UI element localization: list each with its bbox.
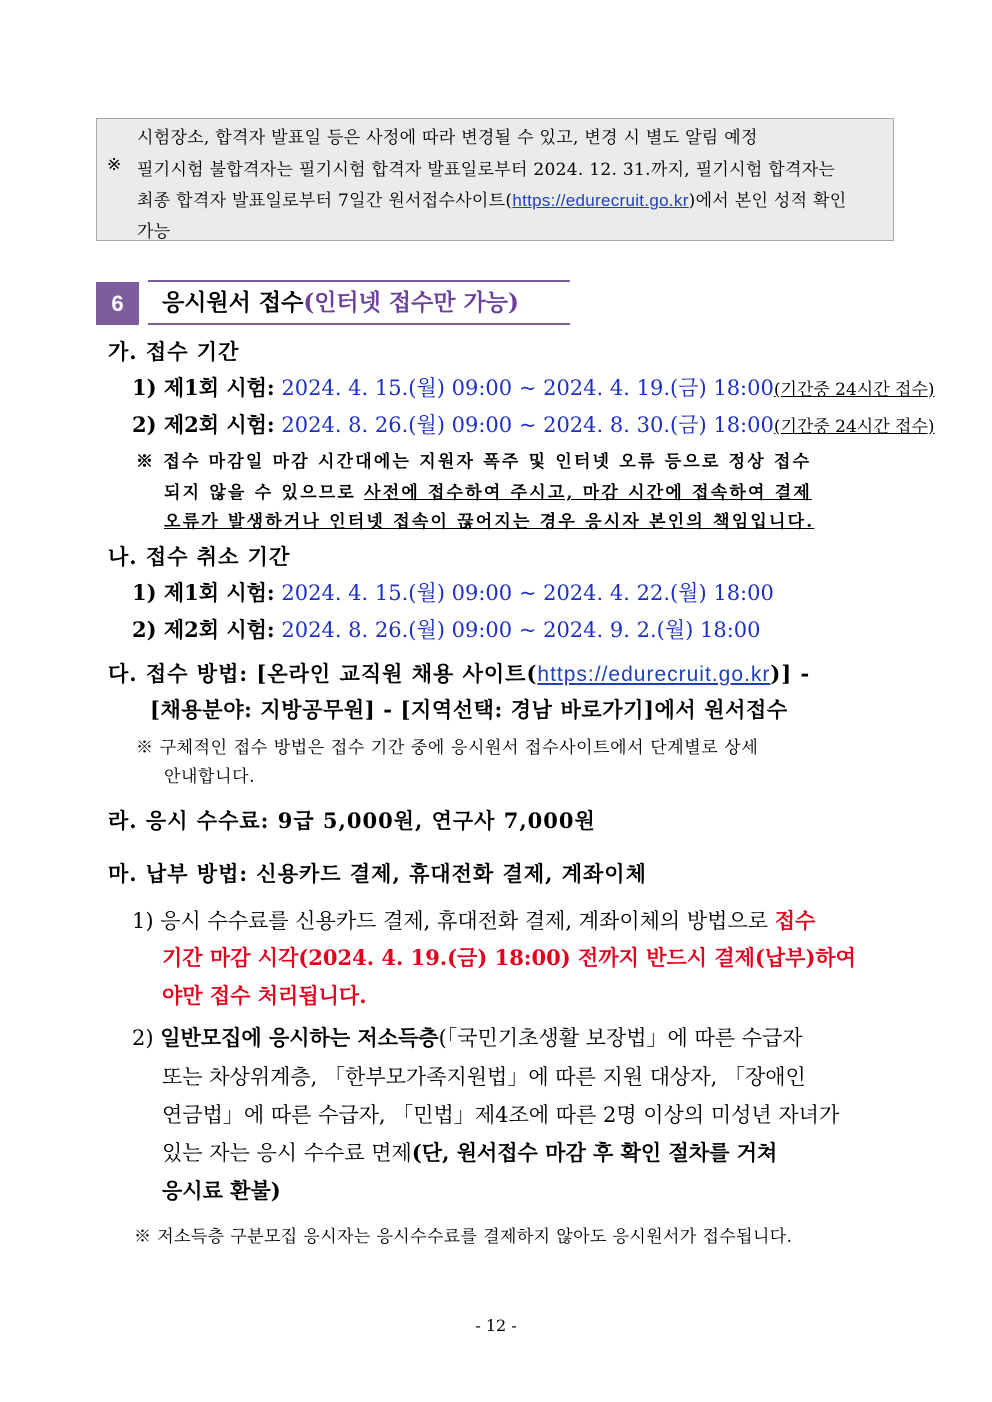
- section-title: [162, 284, 519, 317]
- ma-p2-line-4-text: 있는 자는 응시 수수료 면제: [162, 1141, 412, 1165]
- ma-p2-line-3: 연금법」에 따른 수급자, 「민법」제4조에 따른 2명 이상의 미성년 자녀가: [162, 1103, 840, 1127]
- ma-p2-line-5: 응시료 환불): [162, 1178, 281, 1203]
- notice-line-3-tail: )에서 본인 성적 확인: [688, 191, 847, 211]
- ga-item-2-value: 2024. 8. 26.(월) 09:00 ~ 2024. 8. 30.(금) 18:00: [281, 413, 774, 437]
- ma-p2-line-4: [162, 1137, 777, 1167]
- ma-p2-line-2: 또는 차상위계층, 「한부모가족지원법」에 따른 지원 대상자, 「장애인: [162, 1065, 806, 1089]
- na-item-1-label: 1) 제1회 시험:: [132, 580, 275, 605]
- na-item-2: [132, 614, 761, 644]
- ga-heading: 가. 접수 기간: [108, 339, 240, 364]
- ga-warning-line-2-text: 되지 않을 수 있으므로: [164, 483, 365, 503]
- da-line-1-text: 다. 접수 방법: [온라인 교직원 채용 사이트(: [108, 661, 538, 686]
- section-number-badge: 6: [96, 282, 139, 325]
- ga-warning-line-2: [164, 478, 812, 503]
- notice-box: [96, 118, 894, 241]
- ga-warning-line-3: 오류가 발생하거나 인터넷 접속이 끊어지는 경우 응시자 본인의 책임입니다.: [164, 512, 815, 532]
- section-title-main: 응시원서 접수: [162, 289, 304, 316]
- da-line-2: [채용분야: 지방공무원] - [지역선택: 경남 바로가기]에서 원서접수: [150, 697, 788, 722]
- ma-p1-line-3: 야만 접수 처리됩니다.: [162, 983, 367, 1008]
- da-note-line-2: 안내합니다.: [164, 767, 256, 787]
- notice-line-1: 시험장소, 합격자 발표일 등은 사정에 따라 변경될 수 있고, 변경 시 별도 알림 예정: [137, 128, 758, 148]
- da-line-1-tail: )] -: [770, 661, 811, 686]
- ga-warning-line-1: ※ 접수 마감일 마감 시간대에는 지원자 폭주 및 인터넷 오류 등으로 정상 접수: [136, 452, 812, 472]
- ga-item-2: [132, 409, 935, 439]
- ma-p2-line-1-tail: (「국민기초생활 보장법」에 따른 수급자: [438, 1026, 803, 1050]
- ma-p2-bold: 일반모집에 응시하는 저소득층: [160, 1025, 439, 1050]
- ga-item-1-note: (기간중 24시간 접수): [773, 380, 935, 400]
- na-heading: 나. 접수 취소 기간: [108, 544, 291, 569]
- da-line-1: [108, 658, 810, 688]
- ra-line: 라. 응시 수수료: 9급 5,000원, 연구사 7,000원: [108, 808, 596, 833]
- ma-p1-line-1-text: 1) 응시 수수료를 신용카드 결제, 휴대전화 결제, 계좌이체의 방법으로: [132, 909, 775, 933]
- ga-item-2-note: (기간중 24시간 접수): [773, 417, 935, 437]
- ma-note: ※ 저소득층 구분모집 응시자는 응시수수료를 결제하지 않아도 응시원서가 접수됩니다.: [134, 1227, 793, 1247]
- ga-item-1: [132, 372, 935, 402]
- notice-line-3: [137, 186, 846, 211]
- na-item-1-value: 2024. 4. 15.(월) 09:00 ~ 2024. 4. 22.(월) 18:00: [281, 581, 774, 605]
- na-item-1: [132, 577, 774, 607]
- notice-line-4: 가능: [137, 222, 171, 242]
- ma-p2-number: 2): [132, 1026, 161, 1050]
- notice-line-2: 필기시험 불합격자는 필기시험 합격자 발표일로부터 2024. 12. 31.까지, 필기시험 합격자는: [137, 160, 836, 180]
- page-number: - 12 -: [475, 1316, 517, 1335]
- notice-mark: ※: [107, 155, 122, 175]
- ga-item-2-label: 2) 제2회 시험:: [132, 412, 275, 437]
- ma-p1-line-1: [132, 905, 815, 935]
- edurecruit-link-2[interactable]: https://edurecruit.go.kr: [537, 663, 771, 686]
- notice-line-3-text: 최종 합격자 발표일로부터 7일간 원서접수사이트(: [137, 191, 513, 211]
- ma-heading: 마. 납부 방법: 신용카드 결제, 휴대전화 결제, 계좌이체: [108, 861, 647, 886]
- ma-p2-line-1: [132, 1022, 803, 1052]
- na-item-2-label: 2) 제2회 시험:: [132, 617, 275, 642]
- na-item-2-value: 2024. 8. 26.(월) 09:00 ~ 2024. 9. 2.(월) 18:00: [281, 618, 761, 642]
- section-rule-top: [148, 280, 570, 282]
- section-title-paren: (인터넷 접수만 가능): [303, 289, 519, 316]
- ga-item-1-label: 1) 제1회 시험:: [132, 375, 275, 400]
- ga-warning-line-2-underlined: 사전에 접수하여 주시고, 마감 시간에 접속하여 결제: [364, 483, 812, 503]
- da-note-line-1: ※ 구체적인 접수 방법은 접수 기간 중에 응시원서 접수사이트에서 단계별로 상세: [136, 738, 759, 758]
- section-rule-bottom: [148, 323, 570, 325]
- ma-p1-line-1-red: 접수: [774, 908, 816, 933]
- ma-p2-line-4-bold: (단, 원서접수 마감 후 확인 절차를 거쳐: [411, 1140, 778, 1165]
- ga-item-1-value: 2024. 4. 15.(월) 09:00 ~ 2024. 4. 19.(금) 18:00: [281, 376, 774, 400]
- ma-p1-line-2: 기간 마감 시각(2024. 4. 19.(금) 18:00) 전까지 반드시 결제(납부)하여: [162, 945, 856, 970]
- edurecruit-link[interactable]: https://edurecruit.go.kr: [512, 191, 689, 210]
